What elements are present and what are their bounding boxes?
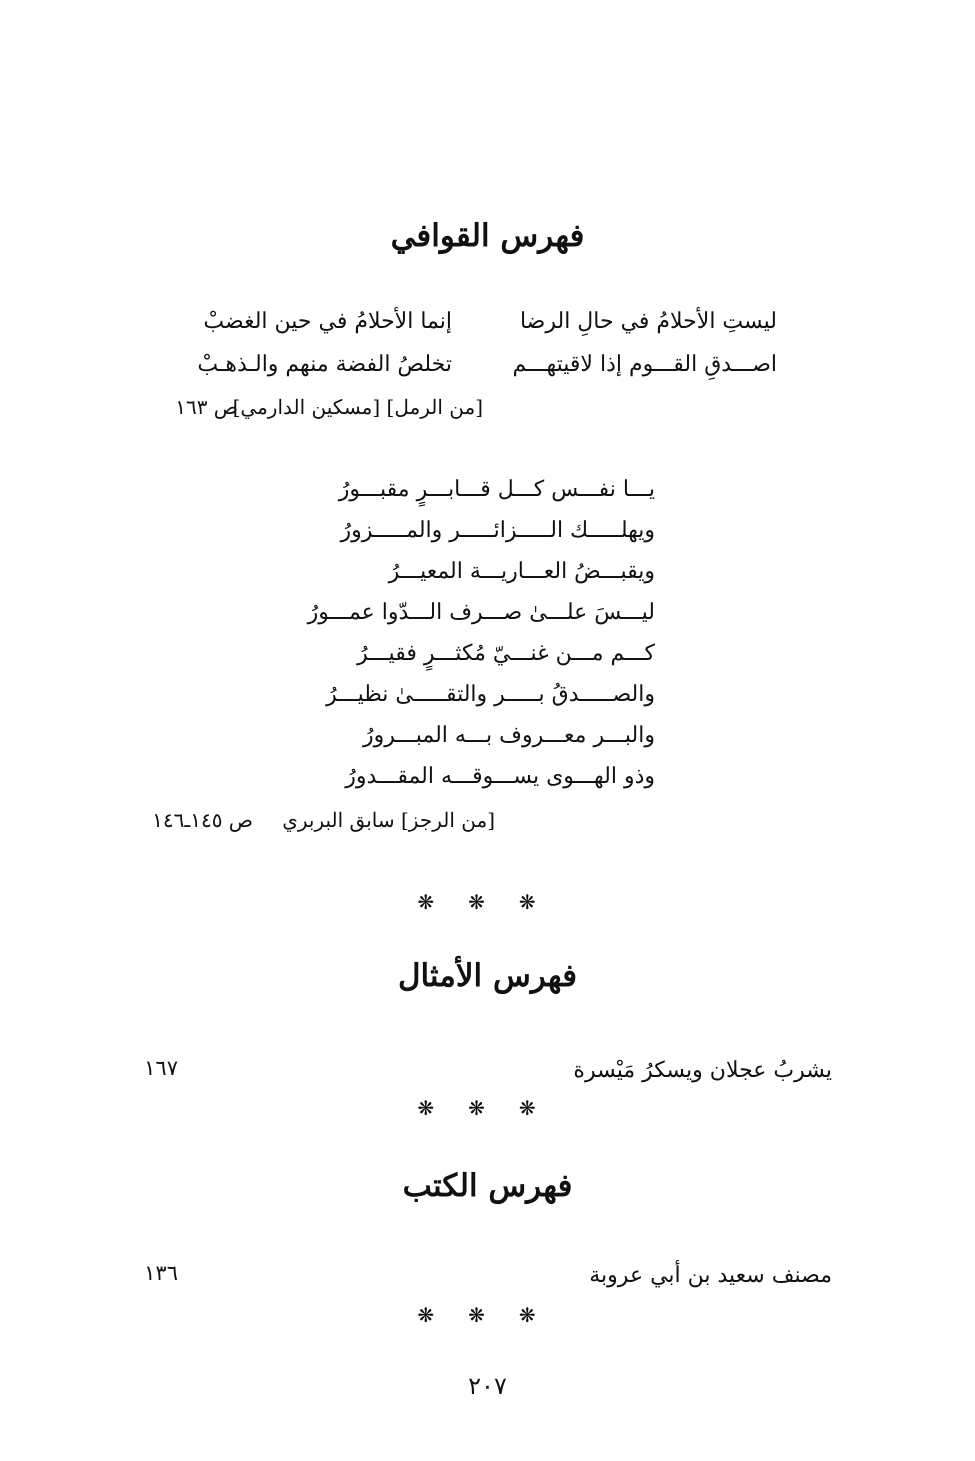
kutub-heading: فهرس الكتب [402, 1168, 573, 1204]
verse1-first-hemistich: ليستِ الأحلامُ في حالِ الرضا [519, 309, 777, 334]
rajaz-line-7: والبـــر معـــروف بـــه المبـــرورُ [363, 723, 655, 748]
rajaz-line-2: ويهلـــــك الـــــزائـــــر والمـــــزورُ [340, 518, 655, 543]
poem2-source: [من الرجز] سابق البربري [282, 808, 495, 832]
verse2-first-hemistich: اصـــدقِ القـــوم إذا لاقيتهـــم [512, 352, 777, 377]
separator-star: ❋ [518, 890, 558, 914]
section-separator [0, 1096, 975, 1120]
separator-star: ❋ [417, 1303, 457, 1327]
rajaz-line-3: ويقبـــضُ العـــاريـــة المعيـــرُ [388, 559, 655, 584]
kutub-entry: مصنف سعيد بن أبي عروبة [589, 1263, 832, 1288]
poem1-page-ref: ص ١٦٣ [175, 395, 238, 419]
rajaz-line-4: ليـــسَ علـــىٰ صـــرف الـــدّوا عمـــورُ [307, 600, 655, 625]
poem1-source: [من الرمل] [مسكين الدارمي] [232, 395, 483, 419]
amthal-heading: فهرس الأمثال [397, 958, 578, 994]
separator-star: ❋ [468, 1096, 507, 1120]
amthal-entry: يشربُ عجلان ويسكرُ مَيْسرة [573, 1058, 832, 1083]
rajaz-line-1: يـــا نفـــس كـــل قـــابـــرٍ مقبـــورُ [338, 477, 655, 502]
separator-star: ❋ [468, 1303, 507, 1327]
separator-star: ❋ [518, 1096, 558, 1120]
amthal-page: ١٦٧ [144, 1056, 178, 1080]
section-separator [0, 890, 975, 914]
verse1-second-hemistich: إنما الأحلامُ في حين الغضبْ [203, 309, 452, 334]
rajaz-line-5: كـــم مـــن غنـــيّ مُكثـــرٍ فقيـــرُ [357, 641, 655, 666]
separator-star: ❋ [518, 1303, 558, 1327]
separator-star: ❋ [468, 890, 507, 914]
verse2-second-hemistich: تخلصُ الفضة منهم والـذهـبْ [197, 352, 452, 377]
poem2-page-ref: ص ١٤٥ـ١٤٦ [152, 808, 253, 832]
qawafi-heading: فهرس القوافي [390, 218, 585, 254]
rajaz-line-8: وذو الهـــوى يســـوقـــه المقـــدورُ [345, 764, 655, 789]
separator-star: ❋ [417, 1096, 457, 1120]
page-number: ٢٠٧ [468, 1372, 507, 1400]
rajaz-line-6: والصـــــدقُ بـــــر والتقـــــىٰ نظيـــرُ [326, 682, 655, 707]
kutub-page: ١٣٦ [144, 1261, 178, 1285]
section-separator [0, 1303, 975, 1327]
separator-star: ❋ [417, 890, 457, 914]
